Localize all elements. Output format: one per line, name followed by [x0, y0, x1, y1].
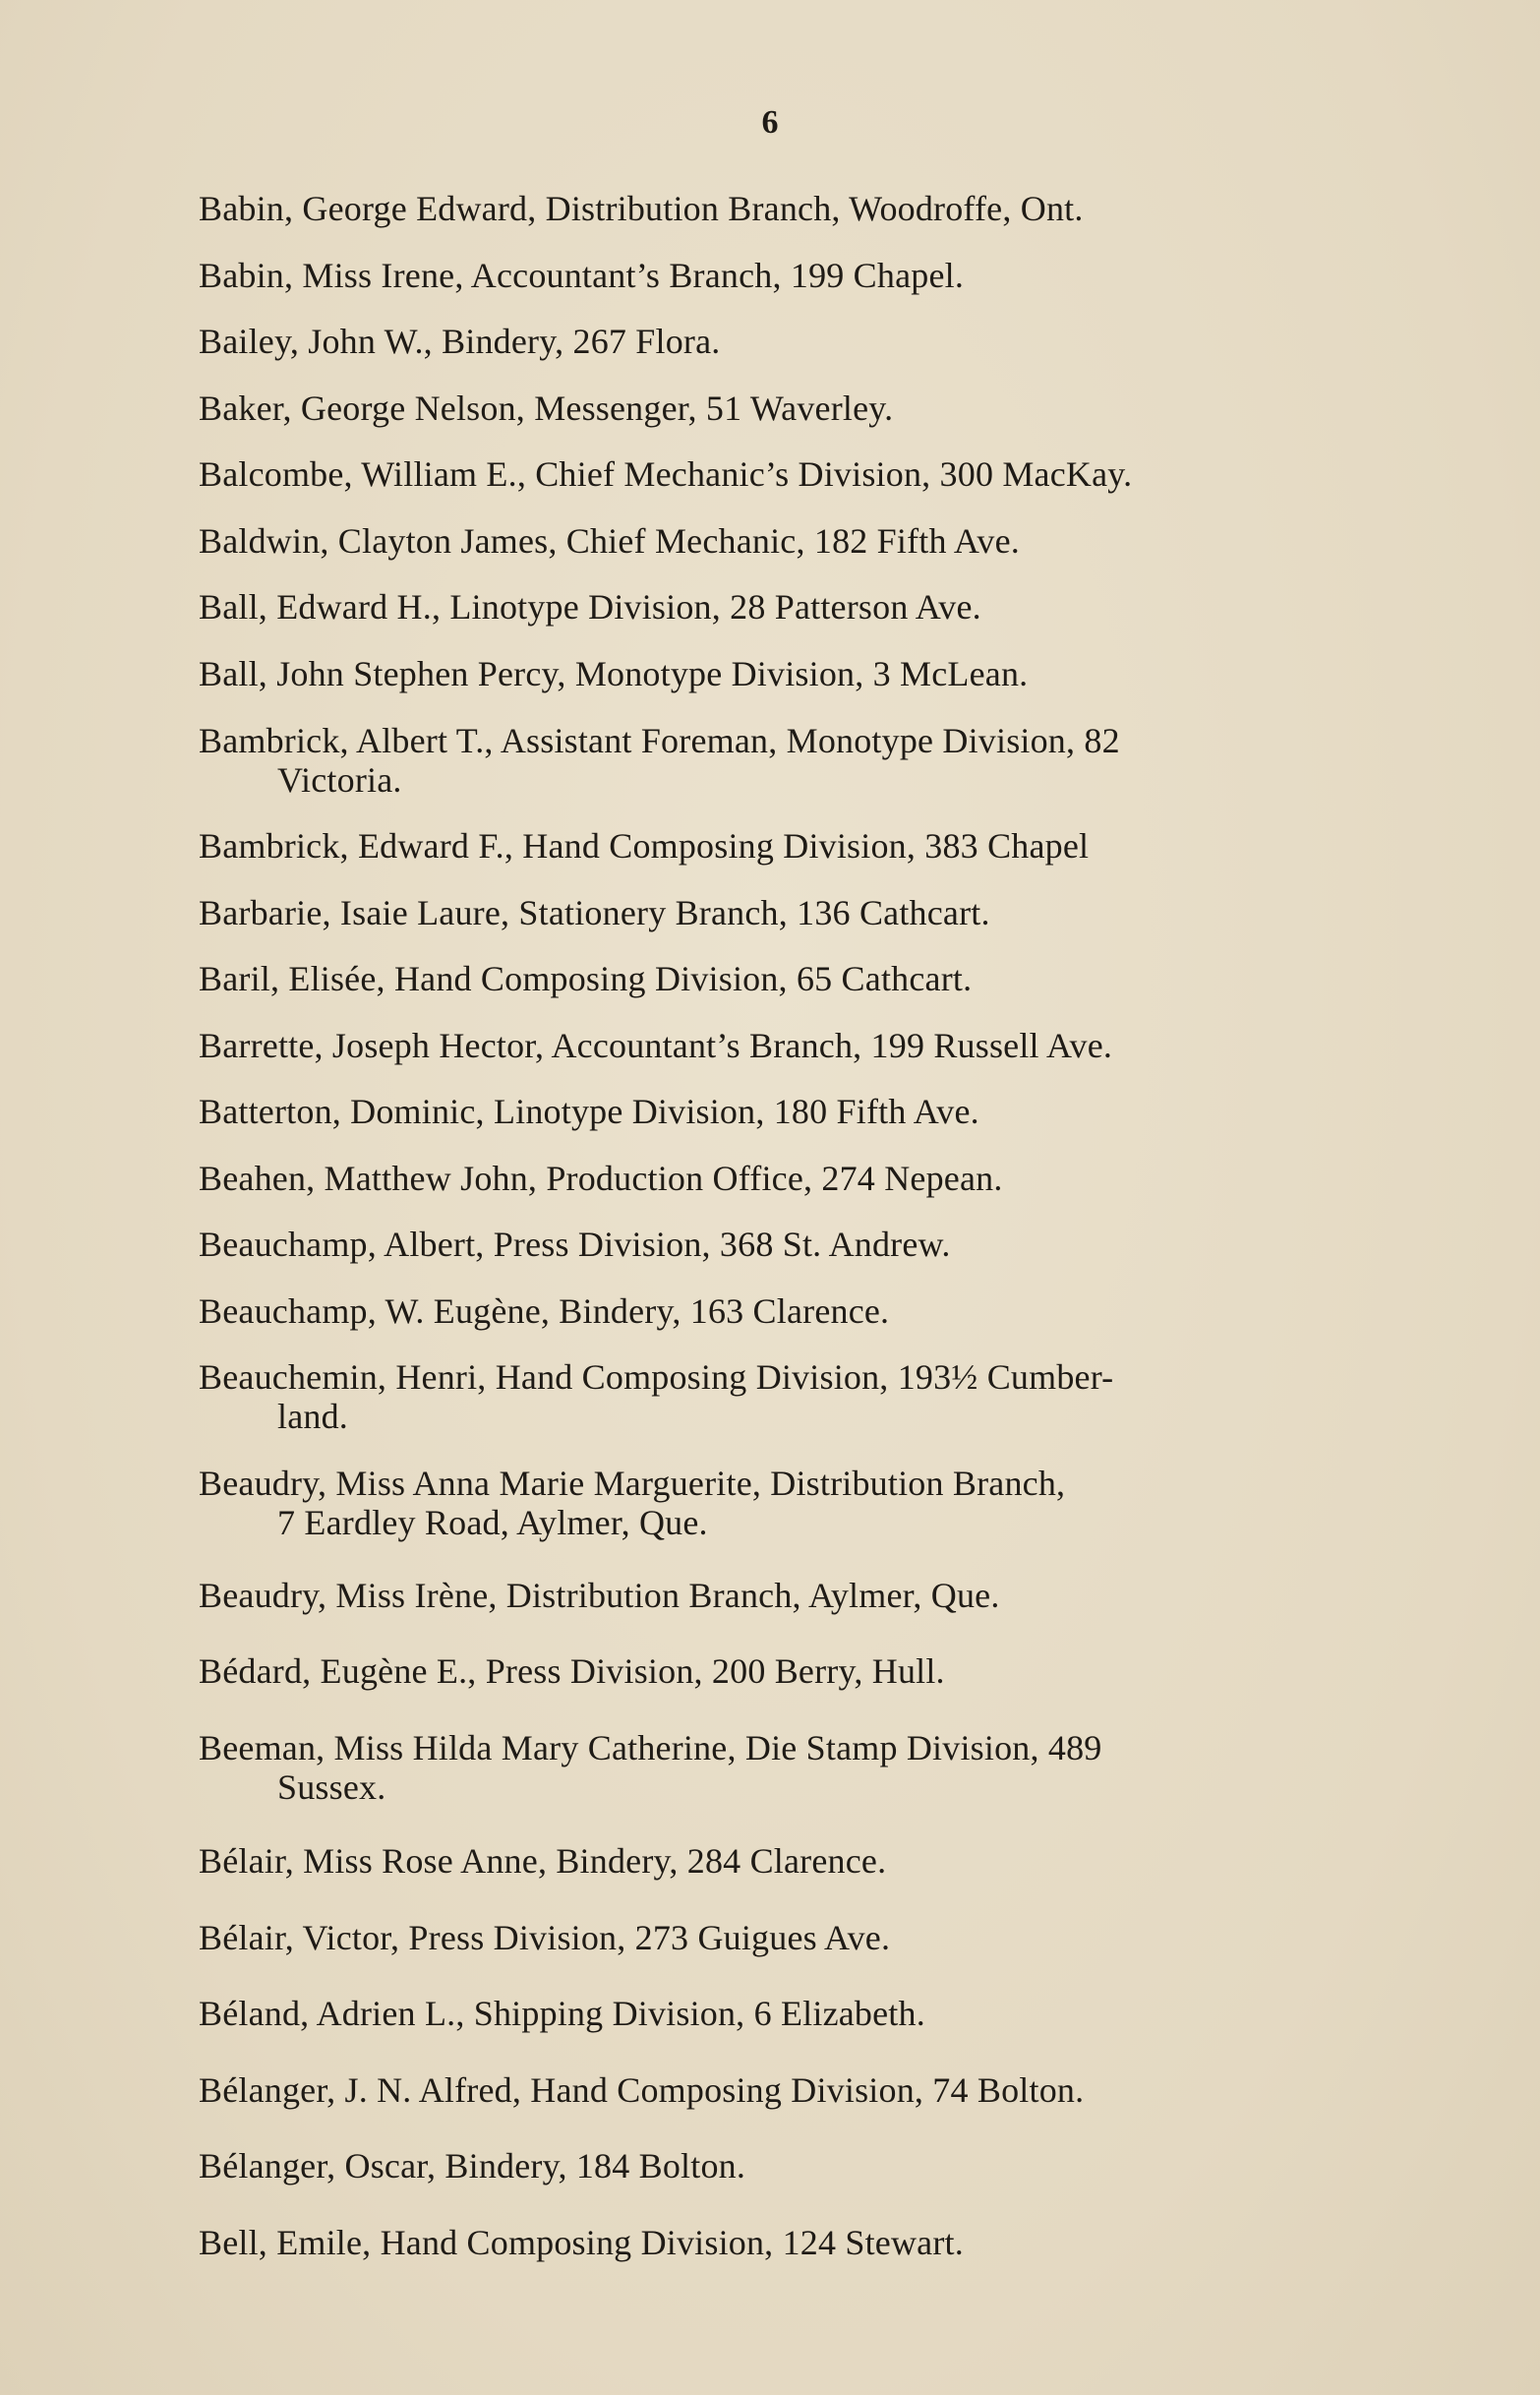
- list-item: [199, 1728, 1379, 1807]
- entry-text: Barbarie, Isaie Laure, Stationery Branch, 136 Cathcart.: [199, 893, 990, 932]
- list-item: [199, 256, 1379, 295]
- entry-text: Bélair, Victor, Press Division, 273 Guigues Ave.: [199, 1918, 891, 1957]
- entry-text: Beauchemin, Henri, Hand Composing Division, 193½ Cumber-: [199, 1357, 1114, 1397]
- entry-text: Ball, Edward H., Linotype Division, 28 Patterson Ave.: [199, 587, 981, 627]
- list-item: [199, 1357, 1379, 1436]
- entry-text: Beauchamp, Albert, Press Division, 368 St. Andrew.: [199, 1225, 951, 1264]
- list-item: [199, 893, 1379, 932]
- entry-continuation: land.: [277, 1397, 348, 1436]
- entry-text: Beeman, Miss Hilda Mary Catherine, Die Stamp Division, 489: [199, 1728, 1102, 1767]
- entry-text: Béland, Adrien L., Shipping Division, 6 Elizabeth.: [199, 1994, 925, 2033]
- page-number: 6: [761, 104, 779, 141]
- entry-text: Baker, George Nelson, Messenger, 51 Waverley.: [199, 389, 894, 428]
- entry-text: Beaudry, Miss Irène, Distribution Branch, Aylmer, Que.: [199, 1576, 1000, 1615]
- list-item: [199, 1918, 1379, 1957]
- list-item: [199, 1464, 1379, 1542]
- list-item: [199, 1841, 1379, 1881]
- list-item: [199, 826, 1379, 866]
- entry-text: Barrette, Joseph Hector, Accountant’s Branch, 199 Russell Ave.: [199, 1026, 1113, 1065]
- entry-text: Bélanger, Oscar, Bindery, 184 Bolton.: [199, 2146, 746, 2185]
- entry-text: Balcombe, William E., Chief Mechanic’s Division, 300 MacKay.: [199, 454, 1133, 494]
- entry-text: Bailey, John W., Bindery, 267 Flora.: [199, 322, 721, 361]
- list-item: [199, 587, 1379, 627]
- list-item: [199, 1651, 1379, 1691]
- list-item: [199, 654, 1379, 693]
- list-item: [199, 1225, 1379, 1264]
- entry-text: Babin, Miss Irene, Accountant’s Branch, 199 Chapel.: [199, 256, 965, 295]
- entry-text: Beahen, Matthew John, Production Office, 274 Nepean.: [199, 1159, 1003, 1198]
- entry-text: Bédard, Eugène E., Press Division, 200 Berry, Hull.: [199, 1651, 945, 1691]
- entry-continuation: Sussex.: [277, 1767, 386, 1807]
- list-item: [199, 721, 1379, 800]
- list-item: [199, 2070, 1379, 2110]
- entry-text: Baldwin, Clayton James, Chief Mechanic, 182 Fifth Ave.: [199, 521, 1021, 561]
- entry-text: Bambrick, Edward F., Hand Composing Division, 383 Chapel: [199, 826, 1090, 866]
- list-item: [199, 1994, 1379, 2033]
- list-item: [199, 1159, 1379, 1198]
- list-item: [199, 1576, 1379, 1615]
- list-item: [199, 2223, 1379, 2262]
- entry-text: Bélanger, J. N. Alfred, Hand Composing Division, 74 Bolton.: [199, 2070, 1085, 2110]
- list-item: [199, 959, 1379, 998]
- entry-text: Bambrick, Albert T., Assistant Foreman, Monotype Division, 82: [199, 721, 1120, 760]
- list-item: [199, 521, 1379, 561]
- list-item: [199, 1291, 1379, 1331]
- entry-text: Bélair, Miss Rose Anne, Bindery, 284 Clarence.: [199, 1841, 887, 1881]
- list-item: [199, 389, 1379, 428]
- list-item: [199, 2146, 1379, 2185]
- entry-text: Bell, Emile, Hand Composing Division, 124 Stewart.: [199, 2223, 964, 2262]
- list-item: [199, 189, 1379, 228]
- list-item: [199, 322, 1379, 361]
- list-item: [199, 454, 1379, 494]
- entry-continuation: 7 Eardley Road, Aylmer, Que.: [277, 1503, 708, 1542]
- list-item: [199, 1026, 1379, 1065]
- list-item: [199, 1092, 1379, 1131]
- entry-text: Ball, John Stephen Percy, Monotype Division, 3 McLean.: [199, 654, 1029, 693]
- entry-text: Beauchamp, W. Eugène, Bindery, 163 Clarence.: [199, 1291, 890, 1331]
- entry-text: Beaudry, Miss Anna Marie Marguerite, Distribution Branch,: [199, 1464, 1066, 1503]
- entry-text: Baril, Elisée, Hand Composing Division, 65 Cathcart.: [199, 959, 973, 998]
- entry-continuation: Victoria.: [277, 760, 402, 800]
- entry-text: Batterton, Dominic, Linotype Division, 180 Fifth Ave.: [199, 1092, 979, 1131]
- entry-text: Babin, George Edward, Distribution Branch, Woodroffe, Ont.: [199, 189, 1084, 228]
